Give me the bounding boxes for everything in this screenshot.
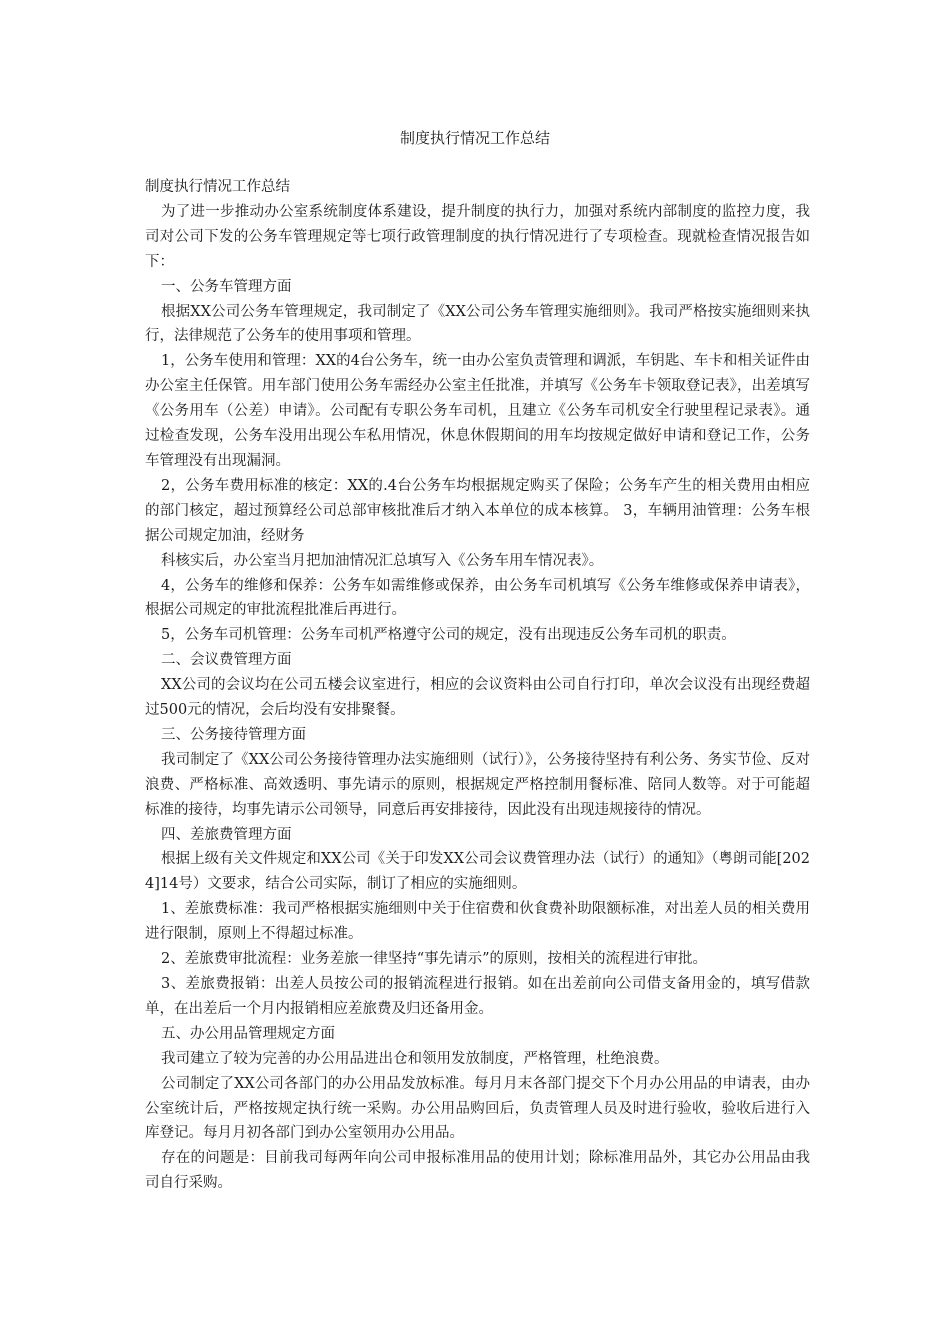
paragraph: 我司建立了较为完善的办公用品进出仓和领用发放制度，严格管理，杜绝浪费。	[161, 1050, 669, 1067]
document-subtitle: 制度执行情况工作总结	[145, 179, 290, 195]
paragraph: 二、会议费管理方面	[161, 652, 292, 669]
paragraph: 1、差旅费标准：我司严格根据实施细则中关于住宿费和伙食费补助限额标准，对出差人员的相关费用进行限制，原则上不得超过标准。	[145, 901, 810, 943]
paragraph: 根据上级有关文件规定和XX公司《关于印发XX公司会议费管理办法（试行）的通知》（粤朗司能[2024]14号）文要求，结合公司实际，制订了相应的实施细则。	[145, 851, 810, 893]
paragraph: 存在的问题是：目前我司每两年向公司申报标准用品的使用计划；除标准用品外，其它办公用品由我司自行采购。	[145, 1150, 810, 1192]
paragraph: 三、公务接待管理方面	[161, 726, 306, 743]
document-body	[145, 175, 810, 1196]
paragraph: 公司制定了XX公司各部门的办公用品发放标准。每月月末各部门提交下个月办公用品的申请表，由办公室统计后，严格按规定执行统一采购。办公用品购回后，负责管理人员及时进行验收，验收后进行入库登记。每月月初各部门到办公室领用办公用品。	[145, 1075, 810, 1142]
paragraph: XX公司的会议均在公司五楼会议室进行，相应的会议资料由公司自行打印，单次会议没有出现经费超过500元的情况，会后均没有安排聚餐。	[145, 677, 810, 719]
paragraph: 2，公务车费用标准的核定：XX的.4台公务车均根据规定购买了保险；公务车产生的相关费用由相应的部门核定，超过预算经公司总部审核批准后才纳入本单位的成本核算。 3，车辆用油管理：公务车根据公司规定加油，经财务	[145, 477, 810, 544]
paragraph: 四、差旅费管理方面	[161, 826, 292, 843]
paragraph: 2、差旅费审批流程：业务差旅一律坚持“事先请示”的原则，按相关的流程进行审批。	[161, 951, 708, 968]
paragraph: 5，公务车司机管理：公务车司机严格遵守公司的规定，没有出现违反公务车司机的职责。	[161, 627, 736, 644]
paragraph: 我司制定了《XX公司公务接待管理办法实施细则（试行）》，公务接待坚持有利公务、务实节俭、反对浪费、严格标准、高效透明、事先请示的原则，根据规定严格控制用餐标准、陪同人数等。对于可能超标准的接待，均事先请示公司领导，同意后再安排接待，因此没有出现违规接待的情况。	[145, 751, 810, 818]
paragraph: 1，公务车使用和管理：XX的4台公务车，统一由办公室负责管理和调派，车钥匙、车卡和相关证件由办公室主任保管。用车部门使用公务车需经办公室主任批准，并填写《公务车卡领取登记表》，出差填写《公务用车（公差）申请》。公司配有专职公务车司机，且建立《公务车司机安全行驶里程记录表》。通过检查发现，公务车没用出现公车私用情况，休息休假期间的用车均按规定做好申请和登记工作，公务车管理没有出现漏洞。	[145, 353, 810, 469]
paragraph: 根据XX公司公务车管理规定，我司制定了《XX公司公务车管理实施细则》。我司严格按实施细则来执行，法律规范了公务车的使用事项和管理。	[145, 303, 810, 345]
paragraph: 五、办公用品管理规定方面	[161, 1025, 335, 1042]
paragraph: 一、公务车管理方面	[161, 278, 292, 295]
paragraph: 为了进一步推动办公室系统制度体系建设，提升制度的执行力，加强对系统内部制度的监控力度，我司对公司下发的公务车管理规定等七项行政管理制度的执行情况进行了专项检查。现就检查情况报告如下：	[145, 203, 810, 270]
paragraph: 3、差旅费报销：出差人员按公司的报销流程进行报销。如在出差前向公司借支备用金的，填写借款单，在出差后一个月内报销相应差旅费及归还备用金。	[145, 976, 810, 1017]
paragraph: 4，公务车的维修和保养：公务车如需维修或保养，由公务车司机填写《公务车维修或保养申请表》，根据公司规定的审批流程批准后再进行。	[145, 577, 810, 619]
document-title: 制度执行情况工作总结	[399, 129, 550, 147]
paragraph: 科核实后，办公室当月把加油情况汇总填写入《公务车用车情况表》。	[161, 552, 604, 569]
